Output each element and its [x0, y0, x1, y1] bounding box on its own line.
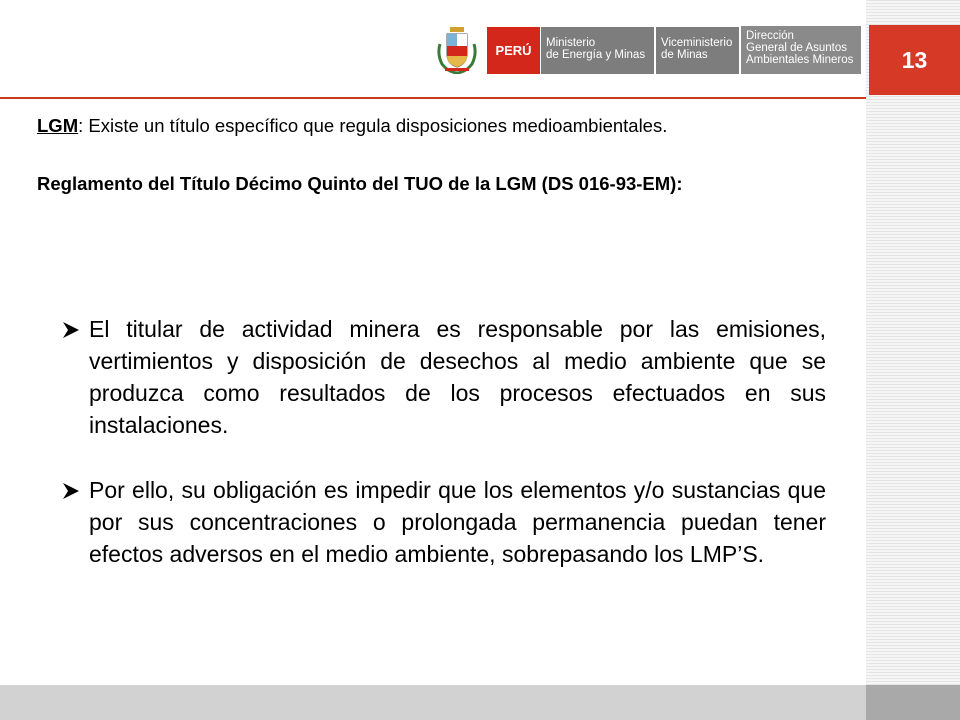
logo-vice-line-2: de Minas [661, 49, 708, 61]
arrow-bullet-icon [60, 319, 82, 341]
page-number-badge: 13 [869, 25, 960, 95]
logo-dir-line-2: General de Asuntos [746, 42, 848, 54]
logo-vice-line-1: Viceministerio [661, 37, 733, 49]
right-sidebar [866, 0, 960, 685]
bullet-item [60, 474, 826, 570]
lgm-term: LGM [37, 115, 79, 136]
header-divider [0, 97, 866, 99]
regulation-heading: Reglamento del Título Décimo Quinto del TUO de la LGM (DS 016-93-EM): [37, 173, 683, 194]
logo-ministry-line-2: de Energía y Minas [546, 49, 646, 61]
bullet-item [60, 313, 826, 441]
arrow-bullet-icon [60, 480, 82, 502]
logo-vice-ministry [656, 27, 739, 74]
logo-directorate [741, 26, 861, 74]
logo-dir-line-1: Dirección [746, 30, 794, 42]
bullet-text: El titular de actividad minera es responsable por las emisiones, vertimientos y disposición de desechos al medio ambiente que se produzca como resultados de los procesos efectuados en sus instalaciones. [89, 316, 826, 438]
intro-paragraph [37, 112, 823, 139]
logo-ministry [541, 27, 654, 74]
footer-bar [0, 685, 866, 720]
logo-peru: PERÚ [487, 27, 540, 74]
bullet-list [60, 313, 826, 570]
logo-ministry-line-1: Ministerio [546, 37, 596, 49]
logo-dir-line-3: Ambientales Mineros [746, 54, 854, 66]
coat-of-arms-icon [436, 24, 478, 74]
footer-bar-corner [866, 685, 960, 720]
slide-content [37, 112, 823, 199]
intro-text: : Existe un título específico que regula disposiciones medioambientales. [78, 115, 668, 136]
bullet-text: Por ello, su obligación es impedir que los elementos y/o sustancias que por sus concentraciones o prolongada permanencia puedan tener efectos adversos en el medio ambiente, sobrepasando los LMP’S. [89, 477, 826, 567]
